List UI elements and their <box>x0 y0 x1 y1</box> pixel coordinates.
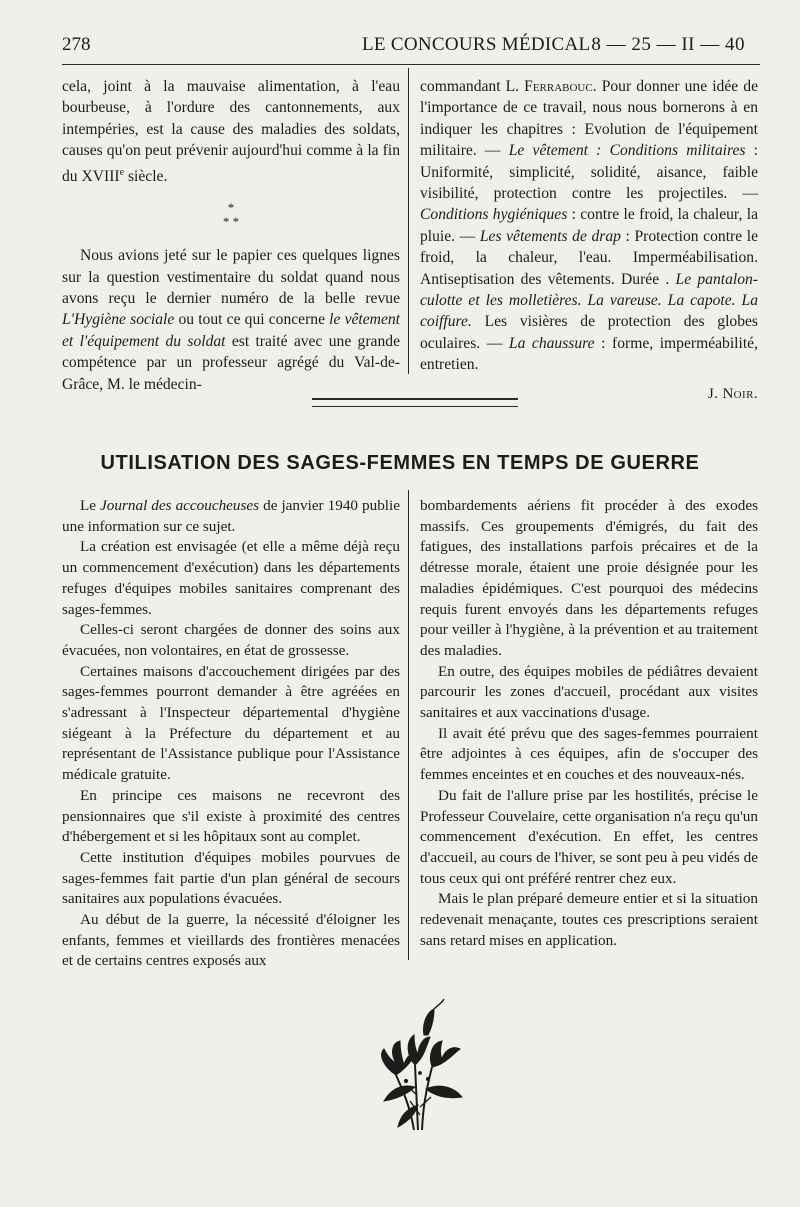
paragraph: La création est envisagée (et elle a même déjà reçu un commencement d'exécution) dans les départements refuges d'équipes mobiles sanitaires comprenant des sages-femmes. <box>62 538 400 618</box>
paragraph: Mais le plan préparé demeure entier et si la situation redevenait menaçante, toutes ces prescriptions seraient sans retard mises en application. <box>420 890 758 949</box>
bottom-right-column <box>420 496 758 951</box>
paragraph: Au début de la guerre, la nécessité d'éloigner les enfants, femmes et vieillards des frontières menacées et de certains centres exposés aux <box>62 911 400 970</box>
journal-title: LE CONCOURS MÉDICAL <box>362 34 591 55</box>
paragraph: Le Journal des accoucheuses de janvier 1940 publie une information sur ce sujet. <box>62 497 400 535</box>
header-rule <box>62 64 760 65</box>
paragraph: Cette institution d'équipes mobiles pourvues de sages-femmes fait partie d'un plan général de secours sanitaires aux populations évacuées. <box>62 848 400 908</box>
article-title: UTILISATION DES SAGES-FEMMES EN TEMPS DE GUERRE <box>100 452 700 474</box>
paragraph: Certaines maisons d'accouchement dirigées par des sages-femmes pourront demander à être agréées en s'adressant à l'Inspecteur départemental d'hygiène siégeant à la Préfecture du département et au représentant de l'Assistance publique pour l'Assistance médicale gratuite. <box>62 662 400 784</box>
column-divider-bottom <box>408 490 409 960</box>
page-number: 278 <box>62 34 91 55</box>
bottom-left-column <box>62 496 400 972</box>
author-signature: J. Noir. <box>707 385 758 402</box>
paragraph: En principe ces maisons ne recevront des pensionnaires que s'il existe à proximité des centres d'hébergement et si les hôpitaux sont au complet. <box>62 786 400 846</box>
flower-bouquet-icon <box>370 995 470 1135</box>
paragraph: Du fait de l'allure prise par les hostilités, précise le Professeur Couvelaire, cette organisation n'a reçu qu'un commencement d'exécution. En effet, les centres d'accueil, au cours de l'hiver, se sont peu à peu vidés de tous ceux qui ont préféré rentrer chez eux. <box>420 786 758 887</box>
continued-paragraph: cela, joint à la mauvaise alimentation, à l'eau bourbeuse, à l'ordure des cantonnements, aux intempéries, est la cause des maladies des soldats, causes qu'on peut prévenir aujourd'hui comme à la fin du XVIIIe siècle. <box>62 78 400 185</box>
top-right-column <box>420 76 758 405</box>
running-header <box>62 34 745 60</box>
column-divider-top <box>408 68 409 374</box>
asterism: * * * <box>222 200 240 230</box>
paragraph: bombardements aériens fit procéder à des exodes massifs. Ces groupements d'émigrés, du fait des fatigues, des installations parfois précaires et de la détresse morale, étaient une proie désignée pour les maladies épidémiques. C'est pourquoi des médecins requis furent envoyés dans les départements refuges pour veiller à l'hygiène, à la prévention et au traitement des maladies. <box>420 497 758 659</box>
paragraph: Celles-ci seront chargées de donner des soins aux évacuées, non volontaires, en état de grossesse. <box>62 621 400 659</box>
chapter-list-paragraph: commandant L. Ferrabouc. Pour donner une idée de l'importance de ce travail, nous nous bornerons à en indiquer les chapitres : Evolution de l'équipement militaire. — Le vêtement : Conditions militaires : Uniformité, simplicité, solidité, aisance, faible visibilité, protection contre les projectiles. — Conditions hygiéniques : contre le froid, la chaleur, la pluie. — Les vêtements de drap : Protection contre le froid, la chaleur, l'eau. Imperméabilisation. Antiseptisation des vêtements. Durée . Le pantalon-culotte et les molletières. La vareuse. La capote. La coiffure. Les visières de protection des globes oculaires. — La chaussure : forme, imperméabilité, entretien. <box>420 78 759 374</box>
top-left-column <box>62 76 400 395</box>
paragraph-clothing: Nous avions jeté sur le papier ces quelques lignes sur la question vestimentaire du soldat quand nous avons reçu le dernier numéro de la belle revue L'Hygiène sociale ou tout ce qui concerne le vêtement et l'équipement du soldat est traité avec une grande compétence par un professeur agrégé du Val-de-Grâce, M. le médecin- <box>62 247 400 393</box>
issue-date: 8 — 25 — II — 40 <box>591 34 745 55</box>
section-separator <box>312 398 518 407</box>
paragraph: En outre, des équipes mobiles de pédiâtres devaient parcourir les zones d'accueil, procédant aux visites sanitaires et aux vaccinations d'usage. <box>420 662 758 722</box>
paragraph: Il avait été prévu que des sages-femmes pourraient être adjointes à ces équipes, afin de s'occuper des femmes enceintes et en couches et des nouveaux-nés. <box>420 724 758 784</box>
